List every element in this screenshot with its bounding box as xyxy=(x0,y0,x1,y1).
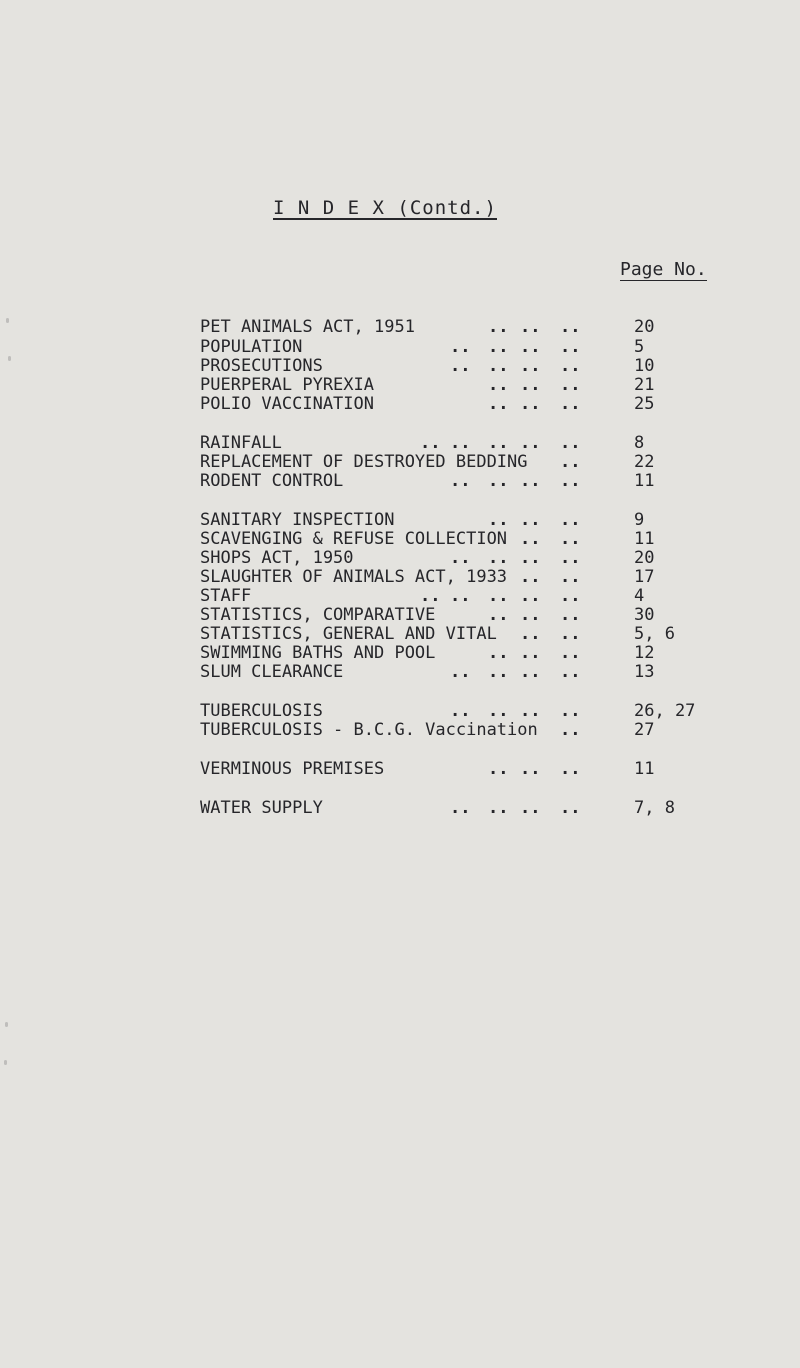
index-entry-label: STAFF xyxy=(200,586,252,606)
margin-speck xyxy=(5,1022,8,1027)
index-entry-page-number: 4 xyxy=(634,586,645,606)
index-entry xyxy=(0,318,800,336)
index-entry-page-number: 20 xyxy=(634,548,655,568)
index-entry-label: STATISTICS, GENERAL AND VITAL xyxy=(200,624,497,644)
index-entry xyxy=(0,511,800,529)
index-entry xyxy=(0,799,800,817)
leader-dots: .. xyxy=(520,529,541,549)
leader-dots: .. xyxy=(488,394,509,414)
leader-dots: .. xyxy=(520,356,541,376)
leader-dots: .. xyxy=(488,759,509,779)
leader-dots: .. xyxy=(488,471,509,491)
leader-dots: .. xyxy=(520,567,541,587)
page-number-header-text: Page No. xyxy=(620,259,707,280)
leader-dots: .. xyxy=(560,643,581,663)
leader-dots: .. xyxy=(520,394,541,414)
leader-dots: .. xyxy=(488,548,509,568)
index-entry-label: WATER SUPPLY xyxy=(200,798,323,818)
index-entry-label: SLUM CLEARANCE xyxy=(200,662,344,682)
index-entry-label: SCAVENGING & REFUSE COLLECTION xyxy=(200,529,508,549)
leader-dots: .. xyxy=(488,586,509,606)
leader-dots: .. xyxy=(520,586,541,606)
leader-dots: .. xyxy=(488,510,509,530)
index-entry xyxy=(0,338,800,356)
leader-dots: .. xyxy=(520,337,541,357)
leader-dots: .. xyxy=(520,375,541,395)
leader-dots: .. xyxy=(560,510,581,530)
leader-dots: .. xyxy=(488,317,519,337)
index-entry-page-number: 22 xyxy=(634,452,655,472)
leader-dots: .. xyxy=(488,337,509,357)
leader-dots: .. xyxy=(488,798,509,818)
leader-dots: .. xyxy=(560,471,581,491)
leader-dots: .. xyxy=(560,433,581,453)
leader-dots: .. xyxy=(520,510,541,530)
index-entry xyxy=(0,568,800,586)
leader-dots: .. xyxy=(520,605,541,625)
index-entry-label: REPLACEMENT OF DESTROYED BEDDING xyxy=(200,452,528,472)
leader-dots: .. xyxy=(450,586,471,606)
leader-dots: .. xyxy=(488,356,509,376)
index-entry-label: RODENT CONTROL xyxy=(200,471,344,491)
index-entry xyxy=(0,376,800,394)
leader-dots: .. xyxy=(488,375,509,395)
index-entry-page-number: 11 xyxy=(634,759,655,779)
leader-dots: .. xyxy=(520,701,541,721)
leader-dots: .. xyxy=(560,759,581,779)
leader-dots: .. xyxy=(420,586,441,606)
page-title: I N D E X (Contd.) xyxy=(273,197,497,219)
index-entry-label: STATISTICS, COMPARATIVE xyxy=(200,605,436,625)
leader-dots: .. xyxy=(450,548,471,568)
index-entry-label: SWIMMING BATHS AND POOL xyxy=(200,643,436,663)
leader-dots: .. xyxy=(560,701,581,721)
leader-dots: .. xyxy=(560,317,581,337)
index-entry-page-number: 26, 27 xyxy=(634,701,696,721)
index-entry-page-number: 5, 6 xyxy=(634,624,675,644)
leader-dots: .. xyxy=(560,356,581,376)
index-entry xyxy=(0,472,800,490)
index-entry-page-number: 11 xyxy=(634,529,655,549)
leader-dots: .. xyxy=(560,452,581,472)
leader-dots: .. xyxy=(488,701,509,721)
index-entry-page-number: 27 xyxy=(634,720,655,740)
leader-dots: .. xyxy=(450,356,471,376)
leader-dots: .. xyxy=(520,798,541,818)
index-entry-label: TUBERCULOSIS - B.C.G. Vaccination xyxy=(200,720,538,740)
index-entry-label: POLIO VACCINATION xyxy=(200,394,374,414)
leader-dots: .. xyxy=(560,798,581,818)
index-entry xyxy=(0,760,800,778)
leader-dots: .. xyxy=(560,394,581,414)
leader-dots: .. xyxy=(560,529,581,549)
index-entry-label: SANITARY INSPECTION xyxy=(200,510,395,530)
leader-dots: .. xyxy=(520,759,541,779)
margin-speck xyxy=(8,356,11,361)
index-entry-label: TUBERCULOSIS xyxy=(200,701,323,721)
leader-dots: .. xyxy=(520,433,541,453)
leader-dots: .. xyxy=(560,586,581,606)
leader-dots: .. xyxy=(560,548,581,568)
index-entry xyxy=(0,625,800,643)
leader-dots: .. xyxy=(450,662,471,682)
leader-dots: .. xyxy=(560,720,581,740)
leader-dots: .. xyxy=(520,643,541,663)
leader-dots: .. xyxy=(520,471,541,491)
leader-dots: .. xyxy=(450,433,471,453)
leader-dots: .. xyxy=(560,375,581,395)
leader-dots: .. xyxy=(450,798,471,818)
index-entry-page-number: 21 xyxy=(634,375,655,395)
index-entry xyxy=(0,395,800,413)
index-entry-page-number: 17 xyxy=(634,567,655,587)
index-entry xyxy=(0,587,800,605)
index-entry xyxy=(0,530,800,548)
index-entry-page-number: 8 xyxy=(634,433,645,453)
leader-dots: .. xyxy=(488,662,509,682)
leader-dots: .. xyxy=(488,605,509,625)
index-entry xyxy=(0,644,800,662)
leader-dots: .. xyxy=(488,433,509,453)
leader-dots: .. xyxy=(450,471,471,491)
index-entry xyxy=(0,606,800,624)
leader-dots: .. xyxy=(560,567,581,587)
index-entry-page-number: 25 xyxy=(634,394,655,414)
leader-dots: .. xyxy=(560,605,581,625)
index-entry-page-number: 7, 8 xyxy=(634,798,675,818)
index-entry-page-number: 30 xyxy=(634,605,655,625)
index-entry xyxy=(0,663,800,681)
index-entry-page-number: 20 xyxy=(634,317,655,337)
index-entry-page-number: 10 xyxy=(634,356,655,376)
index-entry xyxy=(0,721,800,739)
index-entry xyxy=(0,453,800,471)
index-entry-page-number: 11 xyxy=(634,471,655,491)
index-entry-page-number: 5 xyxy=(634,337,645,357)
index-entry-page-number: 9 xyxy=(634,510,645,530)
leader-dots: .. xyxy=(520,624,541,644)
index-entry-label: SHOPS ACT, 1950 xyxy=(200,548,354,568)
index-entry-label: PUERPERAL PYREXIA xyxy=(200,375,374,395)
index-entry xyxy=(0,549,800,567)
index-entry-page-number: 13 xyxy=(634,662,655,682)
leader-dots: .. xyxy=(450,701,471,721)
index-entry xyxy=(0,357,800,375)
leader-dots: .. xyxy=(520,317,541,337)
index-entry xyxy=(0,702,800,720)
leader-dots: .. xyxy=(520,548,541,568)
index-entry-label: PROSECUTIONS xyxy=(200,356,323,376)
index-entry-label: SLAUGHTER OF ANIMALS ACT, 1933 xyxy=(200,567,508,587)
leader-dots: .. xyxy=(560,624,581,644)
index-entry-label: VERMINOUS PREMISES xyxy=(200,759,385,779)
margin-speck xyxy=(6,318,9,323)
index-entry xyxy=(0,434,800,452)
leader-dots: .. xyxy=(420,433,441,453)
leader-dots: .. xyxy=(560,337,581,357)
margin-speck xyxy=(4,1060,7,1065)
leader-dots: .. xyxy=(520,662,541,682)
index-entry-label: PET ANIMALS ACT, 1951 xyxy=(200,317,415,337)
index-entry-label: POPULATION xyxy=(200,337,303,357)
index-entry-label: RAINFALL xyxy=(200,433,282,453)
leader-dots: .. xyxy=(560,662,581,682)
leader-dots: .. xyxy=(450,337,471,357)
leader-dots: .. xyxy=(488,643,509,663)
index-entry-page-number: 12 xyxy=(634,643,655,663)
